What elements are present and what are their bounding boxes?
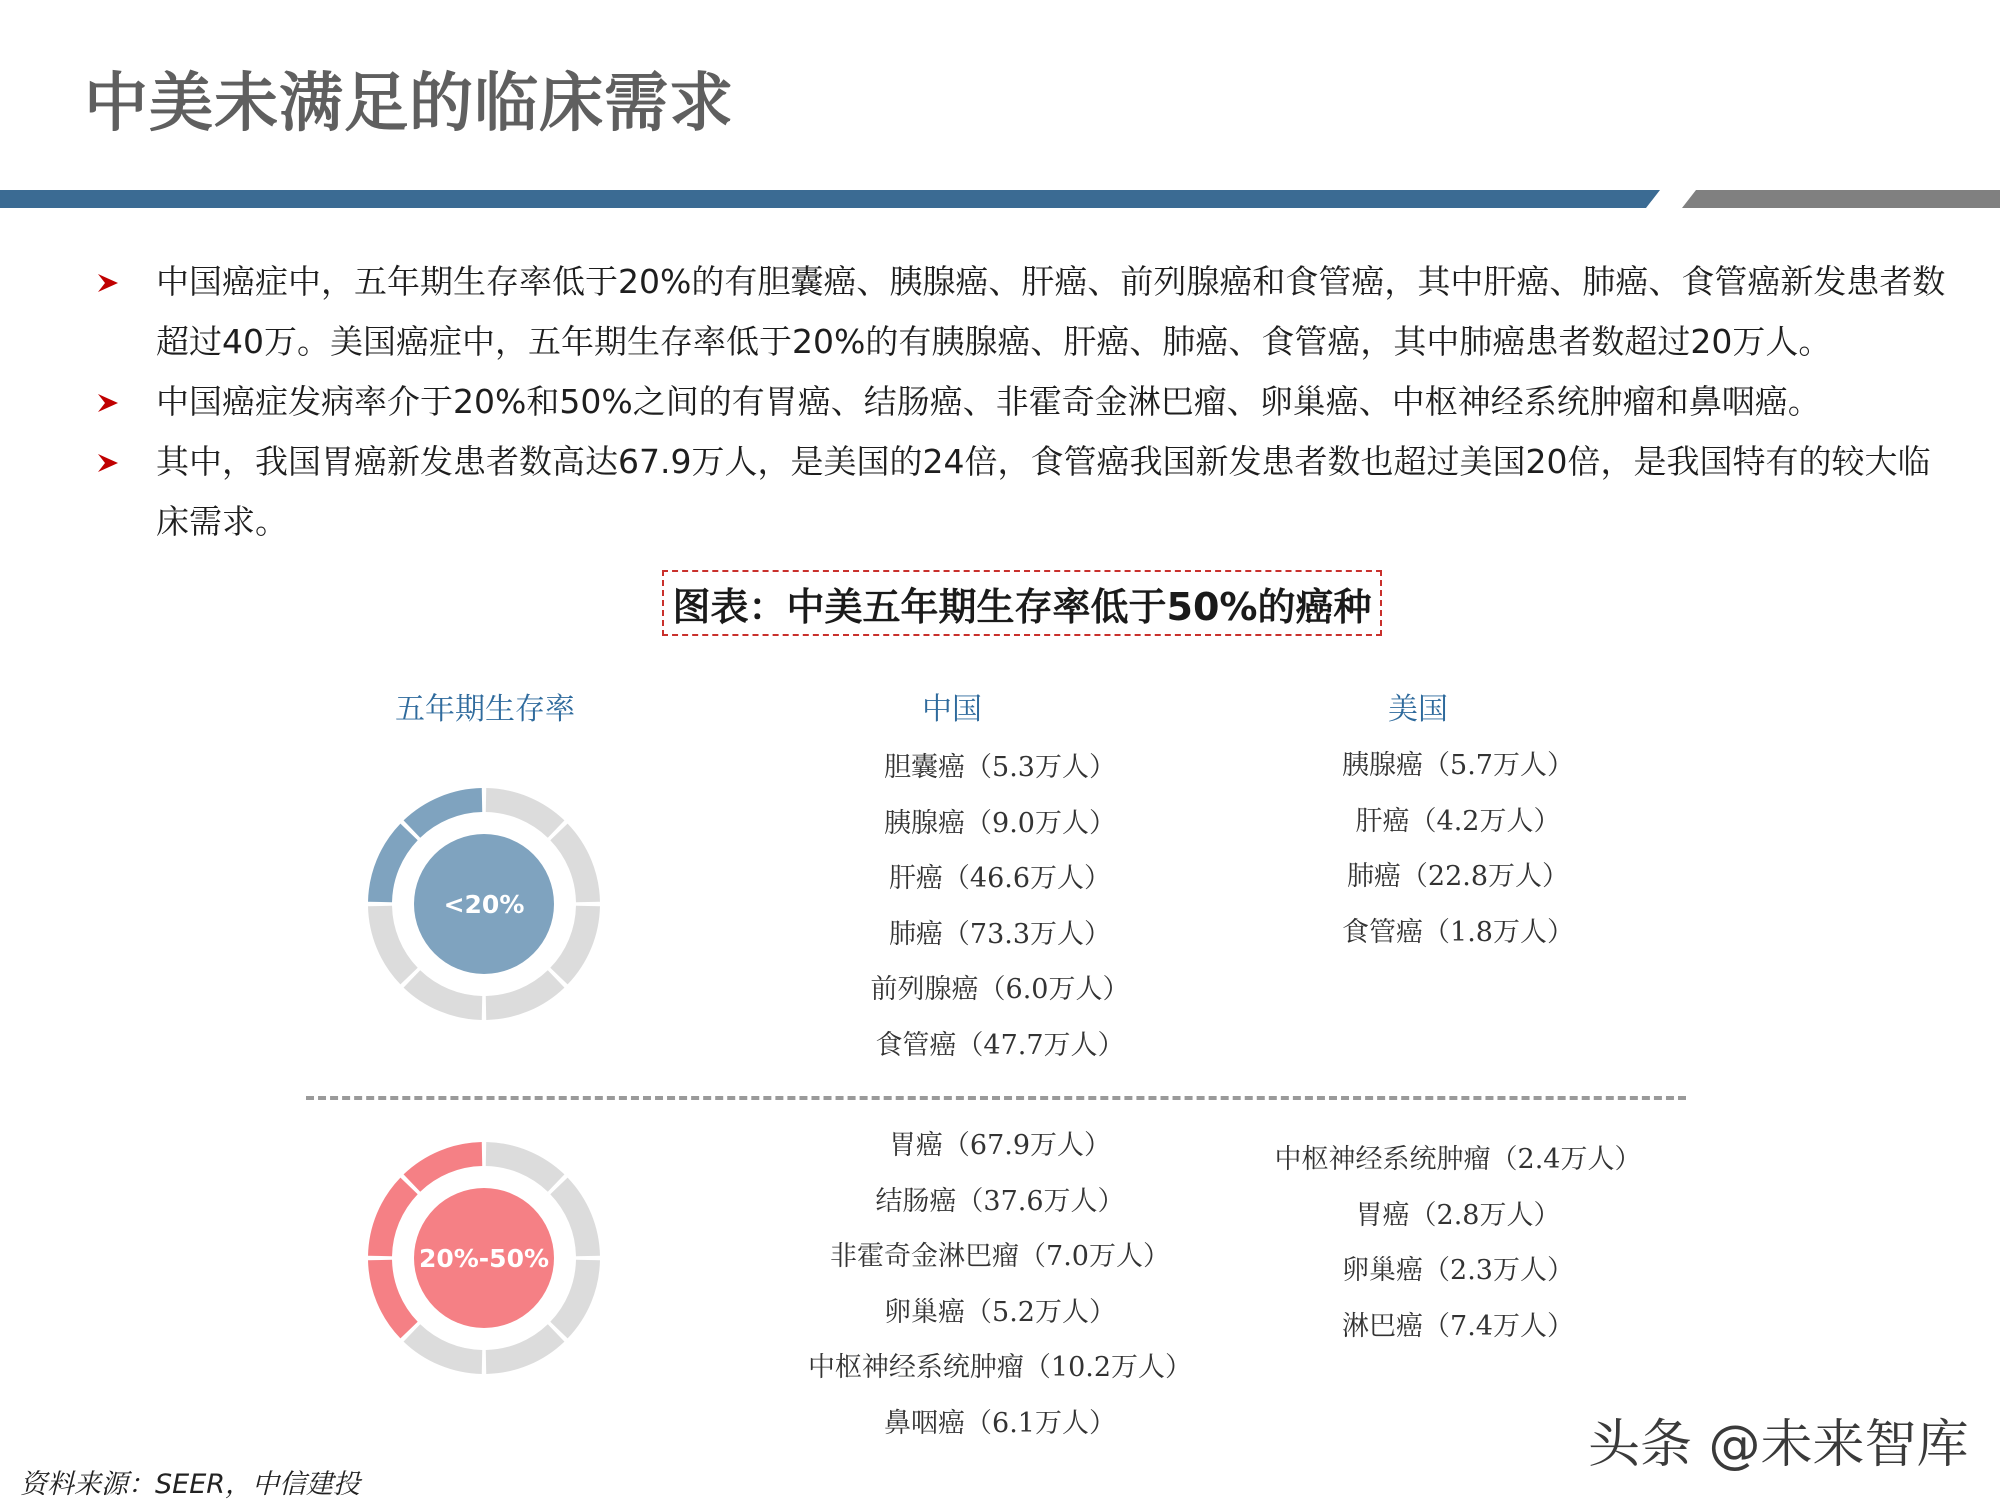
list-item: 胃癌（67.9万人） <box>888 1130 1112 1161</box>
list-item: 胰腺癌（5.7万人） <box>1342 750 1574 781</box>
china-list-under-20 <box>800 740 1200 1073</box>
donut-label: <20% <box>443 889 525 919</box>
usa-list-under-20 <box>1258 738 1658 960</box>
bullet-text: 中国癌症发病率介于20%和50%之间的有胃癌、结肠癌、非霍奇金淋巴瘤、卵巢癌、中枢神经系统肿瘤和鼻咽癌。 <box>156 382 1821 421</box>
list-item: 胰腺癌（9.0万人） <box>884 807 1116 839</box>
list-item: 淋巴癌（7.4万人） <box>1342 1310 1574 1342</box>
list-item: 肝癌（4.2万人） <box>1355 805 1561 837</box>
group-divider <box>306 1096 1686 1100</box>
bullet-item <box>96 252 1956 372</box>
list-item: 食管癌（1.8万人） <box>1342 916 1574 948</box>
china-list-20-50 <box>760 1118 1240 1451</box>
list-item: 中枢神经系统肿瘤（2.4万人） <box>1274 1144 1642 1175</box>
arrow-bullet-icon <box>96 392 120 414</box>
title-band-blue <box>0 190 1660 208</box>
bullet-text: 其中，我国胃癌新发患者数高达67.9万人，是美国的24倍，食管癌我国新发患者数也超过美国20倍，是我国特有的较大临床需求。 <box>156 442 1931 541</box>
list-item: 前列腺癌（6.0万人） <box>870 974 1130 1005</box>
list-item: 鼻咽癌（6.1万人） <box>884 1407 1116 1439</box>
arrow-bullet-icon <box>96 272 120 294</box>
bullet-item <box>96 372 1956 432</box>
list-item: 非霍奇金淋巴瘤（7.0万人） <box>830 1241 1170 1272</box>
donut-under-20 <box>364 784 604 1024</box>
watermark: 头条 @未来智库 <box>1588 1415 1969 1475</box>
arrow-bullet-icon <box>96 452 120 474</box>
donut-label: 20%-50% <box>418 1243 550 1273</box>
list-item: 胆囊癌（5.3万人） <box>884 752 1116 783</box>
list-item: 结肠癌（37.6万人） <box>875 1185 1125 1217</box>
list-item: 卵巢癌（5.2万人） <box>884 1296 1116 1328</box>
bullet-text: 中国癌症中，五年期生存率低于20%的有胆囊癌、胰腺癌、肝癌、前列腺癌和食管癌，其中肝癌、肺癌、食管癌新发患者数超过40万。美国癌症中，五年期生存率低于20%的有胰腺癌、肝癌、肺癌、食管癌，其中肺癌患者数超过20万人。 <box>156 262 1946 361</box>
list-item: 肝癌（46.6万人） <box>888 863 1112 894</box>
source-note: 资料来源：SEER，中信建投 <box>20 1469 361 1500</box>
page-title: 中美未满足的临床需求 <box>84 67 734 141</box>
bullet-item <box>96 432 1956 552</box>
donut-20-50 <box>364 1138 604 1378</box>
column-header-china: 中国 <box>922 692 982 727</box>
list-item: 食管癌（47.7万人） <box>875 1029 1125 1061</box>
title-band-gray <box>1682 190 2000 208</box>
list-item: 肺癌（73.3万人） <box>888 918 1112 950</box>
usa-list-20-50 <box>1238 1132 1678 1354</box>
column-header-rate: 五年期生存率 <box>395 692 575 727</box>
column-header-usa: 美国 <box>1388 692 1448 727</box>
list-item: 胃癌（2.8万人） <box>1355 1199 1561 1231</box>
list-item: 卵巢癌（2.3万人） <box>1342 1255 1574 1286</box>
list-item: 中枢神经系统肿瘤（10.2万人） <box>807 1352 1193 1383</box>
bullet-list <box>96 252 1956 552</box>
figure-caption: 图表：中美五年期生存率低于50%的癌种 <box>662 570 1382 636</box>
list-item: 肺癌（22.8万人） <box>1346 861 1570 892</box>
